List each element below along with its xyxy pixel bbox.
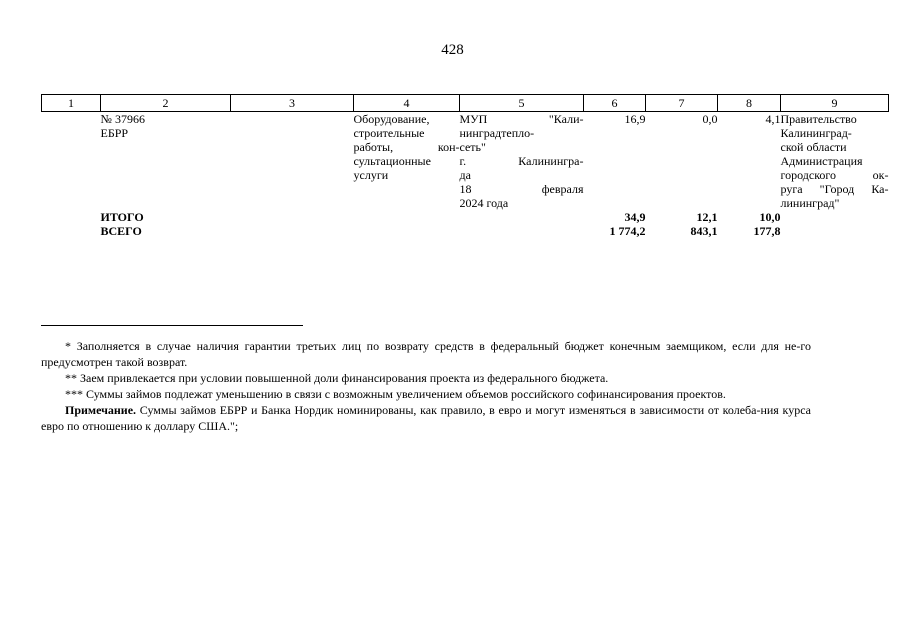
total-col-8: 10,0 (759, 210, 781, 224)
footnote-2: ** Заем привлекается при условии повышенной доли финансирования проекта из федерального бюджета. (65, 371, 609, 385)
remark-text: Суммы займов ЕБРР и Банка Нордик номинированы, как правило, в евро и могут изменяться в зависимости от колеба-ния курса евро по отношению к доллару США."; (41, 403, 811, 433)
remark (41, 402, 811, 434)
cell-col-8: 4,1 (765, 112, 781, 126)
cell-col-1 (42, 112, 101, 211)
header-col-4: 4 (354, 95, 460, 112)
borrower-line: МУП "Кали- (459, 112, 584, 126)
cell-col-3 (231, 112, 354, 211)
borrower-line: г. Калинингра- (459, 154, 584, 168)
header-col-8: 8 (718, 95, 781, 112)
footnotes (41, 338, 811, 434)
borrower-line: нинградтепло- (459, 126, 535, 140)
guarantor-line: руга "Город Ка- (780, 182, 889, 196)
borrower-line: сеть" (459, 140, 486, 154)
total-col-6: 34,9 (624, 210, 646, 224)
lender-name: ЕБРР (100, 126, 129, 140)
header-col-1: 1 (42, 95, 101, 112)
guarantor-line: городского ок- (780, 168, 889, 182)
total-label: ИТОГО (100, 210, 144, 224)
purpose-line: услуги (353, 168, 389, 182)
grand-total-label: ВСЕГО (100, 224, 142, 238)
footnote-divider (41, 325, 303, 326)
cell-borrower (460, 112, 584, 211)
grand-total-col-7: 843,1 (690, 224, 718, 238)
total-col-7: 12,1 (696, 210, 718, 224)
total-row (42, 210, 889, 224)
cell-col-7: 0,0 (702, 112, 718, 126)
header-col-9: 9 (781, 95, 889, 112)
page-number: 428 (441, 42, 464, 58)
header-col-6: 6 (584, 95, 646, 112)
header-col-3: 3 (231, 95, 354, 112)
cell-col-6: 16,9 (624, 112, 646, 126)
cell-guarantor (781, 112, 889, 211)
loans-table (41, 94, 889, 238)
cell-purpose (354, 112, 460, 211)
loan-number: № 37966 (100, 112, 145, 126)
guarantor-line: лининград" (780, 196, 840, 210)
purpose-line: Оборудование, (353, 112, 430, 126)
borrower-line: да (459, 168, 471, 182)
table-header-row (42, 95, 889, 112)
borrower-line: 18 февраля (459, 182, 584, 196)
guarantor-line: ской области (780, 140, 847, 154)
table-row (42, 112, 889, 211)
grand-total-row (42, 224, 889, 238)
header-col-5: 5 (460, 95, 584, 112)
guarantor-line: Администрация (780, 154, 863, 168)
purpose-line: сультационные (353, 154, 431, 168)
grand-total-col-6: 1 774,2 (609, 224, 646, 238)
purpose-line: работы, кон- (353, 140, 460, 154)
grand-total-col-8: 177,8 (753, 224, 781, 238)
purpose-line: строительные (353, 126, 425, 140)
guarantor-line: Калининград- (780, 126, 852, 140)
footnote-3: *** Суммы займов подлежат уменьшению в связи с возможным увеличением объемов российского софинансирования проектов. (65, 387, 726, 401)
remark-label: Примечание. (65, 403, 137, 417)
footnote-1: * Заполняется в случае наличия гарантии третьих лиц по возврату средств в федеральный бюджет конечным заемщиком, если для не-го предусмотрен такой возврат. (41, 339, 811, 369)
header-col-2: 2 (101, 95, 231, 112)
cell-loan-id (101, 112, 231, 211)
borrower-line: 2024 года (459, 196, 509, 210)
guarantor-line: Правительство (780, 112, 857, 126)
header-col-7: 7 (646, 95, 718, 112)
